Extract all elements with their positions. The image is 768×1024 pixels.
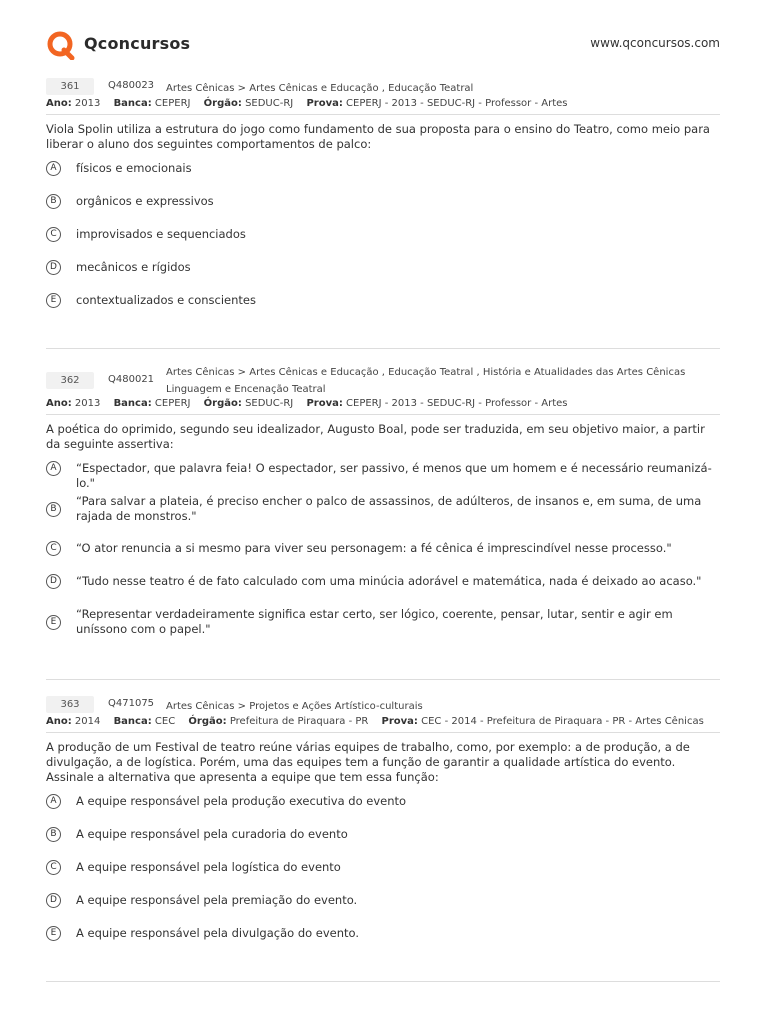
- topics-line: Artes Cênicas > Artes Cênicas e Educação , Educação Teatral: [166, 83, 474, 94]
- alternatives-list: [46, 161, 720, 313]
- alternative-e[interactable]: [46, 293, 720, 313]
- letter-c-circle-icon[interactable]: C: [46, 227, 61, 242]
- topics-line: Artes Cênicas > Projetos e Ações Artístico-culturais: [166, 701, 423, 712]
- question-stem: A produção de um Festival de teatro reúne várias equipes de trabalho, como, por exemplo: a de produção, a de divulgação, a de logística. Porém, uma das equipes tem a função de garantir a qualidade artística do evento. Assinale a alternativa que apresenta a equipe que tem essa função:: [46, 740, 690, 784]
- question-code-link[interactable]: Q480021: [108, 374, 155, 385]
- letter-d-circle-icon[interactable]: D: [46, 260, 61, 275]
- alternative-c[interactable]: [46, 541, 720, 574]
- question-topics: [166, 364, 685, 398]
- alternative-d[interactable]: [46, 260, 720, 293]
- alternative-text: “Espectador, que palavra feia! O espectador, ser passivo, é menos que um homem e é necessário reumanizá-lo.": [76, 461, 712, 490]
- meta-orgao: SEDUC-RJ: [245, 398, 294, 409]
- alternative-a[interactable]: [46, 794, 720, 827]
- alternative-c[interactable]: [46, 860, 720, 893]
- meta-label-ano: Ano:: [46, 98, 72, 109]
- alternative-a[interactable]: [46, 461, 720, 494]
- question-363: [46, 696, 720, 946]
- meta-ano: 2013: [74, 398, 101, 409]
- topics-line: Linguagem e Encenação Teatral: [166, 384, 326, 395]
- letter-e-circle-icon[interactable]: E: [46, 615, 61, 630]
- meta-label-prova: Prova:: [381, 716, 418, 727]
- letter-e-circle-icon[interactable]: E: [46, 926, 61, 941]
- question-header: [46, 364, 720, 398]
- question-meta: [46, 398, 720, 409]
- alternative-text: A equipe responsável pela curadoria do evento: [76, 827, 348, 841]
- question-topics: [166, 80, 473, 97]
- question-meta: [46, 716, 720, 727]
- meta-prova: CEPERJ - 2013 - SEDUC-RJ - Professor - Artes: [346, 398, 568, 409]
- question-code-link[interactable]: Q480023: [108, 80, 155, 91]
- question-number-badge: 361: [46, 78, 94, 95]
- alternative-e[interactable]: [46, 607, 720, 639]
- meta-orgao: SEDUC-RJ: [245, 98, 294, 109]
- meta-label-orgao: Órgão:: [188, 716, 227, 727]
- meta-label-orgao: Órgão:: [203, 98, 242, 109]
- letter-b-circle-icon[interactable]: B: [46, 827, 61, 842]
- meta-label-ano: Ano:: [46, 716, 72, 727]
- alternative-b[interactable]: [46, 494, 720, 541]
- qconcursos-logo-icon: [46, 30, 76, 60]
- meta-label-orgao: Órgão:: [203, 398, 242, 409]
- meta-label-prova: Prova:: [306, 398, 343, 409]
- alternative-text: A equipe responsável pela divulgação do evento.: [76, 926, 360, 940]
- meta-ano: 2013: [74, 98, 101, 109]
- alternative-text: orgânicos e expressivos: [76, 194, 214, 208]
- letter-d-circle-icon[interactable]: D: [46, 893, 61, 908]
- question-divider: [46, 414, 720, 415]
- question-stem: Viola Spolin utiliza a estrutura do jogo como fundamento de sua proposta para o ensino do Teatro, como meio para liberar o aluno dos seguintes comportamentos de palco:: [46, 122, 710, 151]
- alternative-e[interactable]: [46, 926, 720, 946]
- alternative-d[interactable]: [46, 574, 720, 607]
- alternative-a[interactable]: [46, 161, 720, 194]
- alternative-d[interactable]: [46, 893, 720, 926]
- letter-c-circle-icon[interactable]: C: [46, 860, 61, 875]
- question-number-badge: 363: [46, 696, 94, 713]
- letter-d-circle-icon[interactable]: D: [46, 574, 61, 589]
- letter-a-circle-icon[interactable]: A: [46, 161, 61, 176]
- question-topics: [166, 698, 423, 715]
- question-divider: [46, 114, 720, 115]
- meta-prova: CEPERJ - 2013 - SEDUC-RJ - Professor - Artes: [346, 98, 568, 109]
- alternative-text: A equipe responsável pela produção executiva do evento: [76, 794, 407, 808]
- alternative-text: contextualizados e conscientes: [76, 293, 256, 307]
- alternatives-list: [46, 461, 720, 639]
- meta-prova: CEC - 2014 - Prefeitura de Piraquara - PR - Artes Cênicas: [421, 716, 704, 727]
- alternative-text: A equipe responsável pela premiação do evento.: [76, 893, 358, 907]
- question-362: [46, 364, 720, 639]
- meta-ano: 2014: [74, 716, 101, 727]
- question-number-badge: 362: [46, 372, 94, 389]
- question-code-link[interactable]: Q471075: [108, 698, 155, 709]
- alternative-text: físicos e emocionais: [76, 161, 192, 175]
- meta-banca: CEPERJ: [154, 398, 191, 409]
- alternative-text: “O ator renuncia a si mesmo para viver seu personagem: a fé cênica é imprescindível nesse processo.": [76, 541, 672, 555]
- question-divider: [46, 732, 720, 733]
- alternative-b[interactable]: [46, 194, 720, 227]
- alternative-text: A equipe responsável pela logística do evento: [76, 860, 341, 874]
- question-stem: A poética do oprimido, segundo seu idealizador, Augusto Boal, pode ser traduzida, em seu objetivo maior, a partir da seguinte assertiva:: [46, 422, 705, 451]
- meta-label-banca: Banca:: [113, 98, 152, 109]
- question-361: [46, 78, 720, 313]
- alternative-b[interactable]: [46, 827, 720, 860]
- alternative-c[interactable]: [46, 227, 720, 260]
- meta-banca: CEC: [154, 716, 176, 727]
- letter-b-circle-icon[interactable]: B: [46, 502, 61, 517]
- meta-label-prova: Prova:: [306, 98, 343, 109]
- letter-c-circle-icon[interactable]: C: [46, 541, 61, 556]
- alternative-text: “Representar verdadeiramente significa estar certo, ser lógico, coerente, pensar, lutar, sentir e agir em uníssono com o papel.": [76, 607, 673, 636]
- alternative-text: mecânicos e rígidos: [76, 260, 191, 274]
- question-separator: [46, 348, 720, 349]
- meta-label-banca: Banca:: [113, 716, 152, 727]
- meta-orgao: Prefeitura de Piraquara - PR: [229, 716, 369, 727]
- question-header: [46, 696, 720, 716]
- meta-banca: CEPERJ: [154, 98, 191, 109]
- alternative-text: “Tudo nesse teatro é de fato calculado com uma minúcia adorável e matemática, nada é deixado ao acaso.": [76, 574, 702, 588]
- question-meta: [46, 98, 720, 109]
- question-header: [46, 78, 720, 98]
- meta-label-banca: Banca:: [113, 398, 152, 409]
- letter-a-circle-icon[interactable]: A: [46, 461, 61, 476]
- question-separator: [46, 679, 720, 680]
- alternatives-list: [46, 794, 720, 946]
- meta-label-ano: Ano:: [46, 398, 72, 409]
- letter-e-circle-icon[interactable]: E: [46, 293, 61, 308]
- alternative-text: improvisados e sequenciados: [76, 227, 246, 241]
- letter-a-circle-icon[interactable]: A: [46, 794, 61, 809]
- topics-line: Artes Cênicas > Artes Cênicas e Educação , Educação Teatral , História e Atualidades das Artes Cênicas: [166, 367, 686, 378]
- alternative-text: “Para salvar a plateia, é preciso encher o palco de assassinos, de adúlteros, de insanos e, em suma, de uma rajada de monstros.": [76, 494, 702, 523]
- brand-name: Qconcursos: [84, 34, 191, 53]
- page-header: [0, 0, 768, 66]
- site-url-link[interactable]: www.qconcursos.com: [590, 36, 720, 50]
- letter-b-circle-icon[interactable]: B: [46, 194, 61, 209]
- question-separator: [46, 981, 720, 982]
